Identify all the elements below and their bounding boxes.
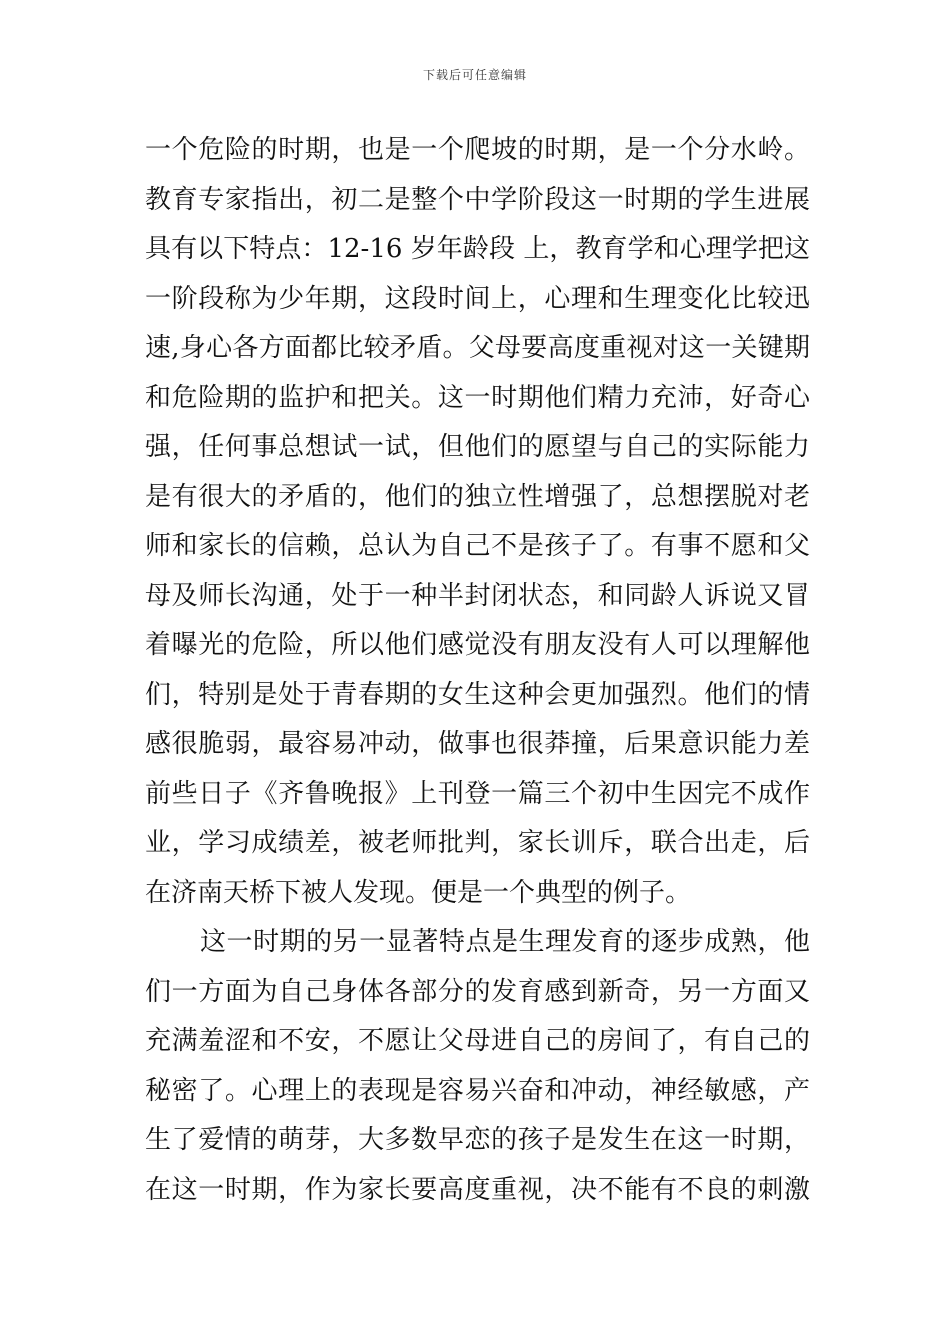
- text-line: 教育专家指出，初二是整个中学阶段这一时期的学生进展: [145, 184, 810, 215]
- text-line: 一阶段称为少年期，这段时间上，心理和生理变化比较迅: [145, 283, 810, 314]
- paragraph-1: [145, 126, 810, 918]
- text-line: 这一时期的另一显著特点是生理发育的逐步成熟，他: [200, 927, 810, 957]
- text-line: 充满羞涩和不安，不愿让父母进自己的房间了，有自己的: [145, 1026, 810, 1056]
- text-line: 生了爱情的萌芽，大多数早恋的孩子是发生在这一时期，: [145, 1125, 810, 1155]
- text-line: 们，特别是处于青春期的女生这种会更加强烈。他们的情: [145, 679, 810, 710]
- text-line: 感很脆弱，最容易冲动，做事也很莽撞，后果意识能力差: [145, 729, 810, 759]
- text-line: 是有很大的矛盾的，他们的独立性增强了，总想摆脱对老: [145, 481, 810, 512]
- text-line: 们一方面为自己身体各部分的发育感到新奇，另一方面又: [145, 976, 810, 1007]
- text-line: 师和家长的信赖，总认为自己不是孩子了。有事不愿和父: [145, 531, 810, 561]
- text-line: 业，学习成绩差，被老师批判，家长训斥，联合出走，后: [145, 828, 810, 858]
- text-line: 在这一时期，作为家长要高度重视，决不能有不良的刺激: [145, 1174, 810, 1205]
- paragraph-2: [145, 918, 810, 1215]
- text-line: 母及师长沟通，处于一种半封闭状态，和同龄人诉说又冒: [145, 580, 810, 611]
- text-line: 具有以下特点：12-16 岁年龄段 上，教育学和心理学把这: [145, 234, 810, 264]
- text-line: 和危险期的监护和把关。这一时期他们精力充沛，好奇心: [145, 382, 810, 413]
- text-line: 一个危险的时期，也是一个爬坡的时期，是一个分水岭。: [145, 135, 810, 165]
- text-line: 在济南天桥下被人发现。便是一个典型的例子。: [145, 877, 692, 908]
- text-line: 秘密了。心理上的表现是容易兴奋和冲动，神经敏感，产: [145, 1075, 810, 1106]
- text-line: 着曝光的危险，所以他们感觉没有朋友没有人可以理解他: [145, 630, 810, 660]
- header-note: 下载后可任意编辑: [422, 68, 527, 82]
- text-line: 速,身心各方面都比较矛盾。父母要高度重视对这一关键期: [145, 333, 810, 363]
- document-body: [145, 126, 810, 1215]
- text-line: 前些日子《齐鲁晚报》上刊登一篇三个初中生因完不成作: [145, 778, 810, 809]
- text-line: 强，任何事总想试一试，但他们的愿望与自己的实际能力: [145, 432, 810, 462]
